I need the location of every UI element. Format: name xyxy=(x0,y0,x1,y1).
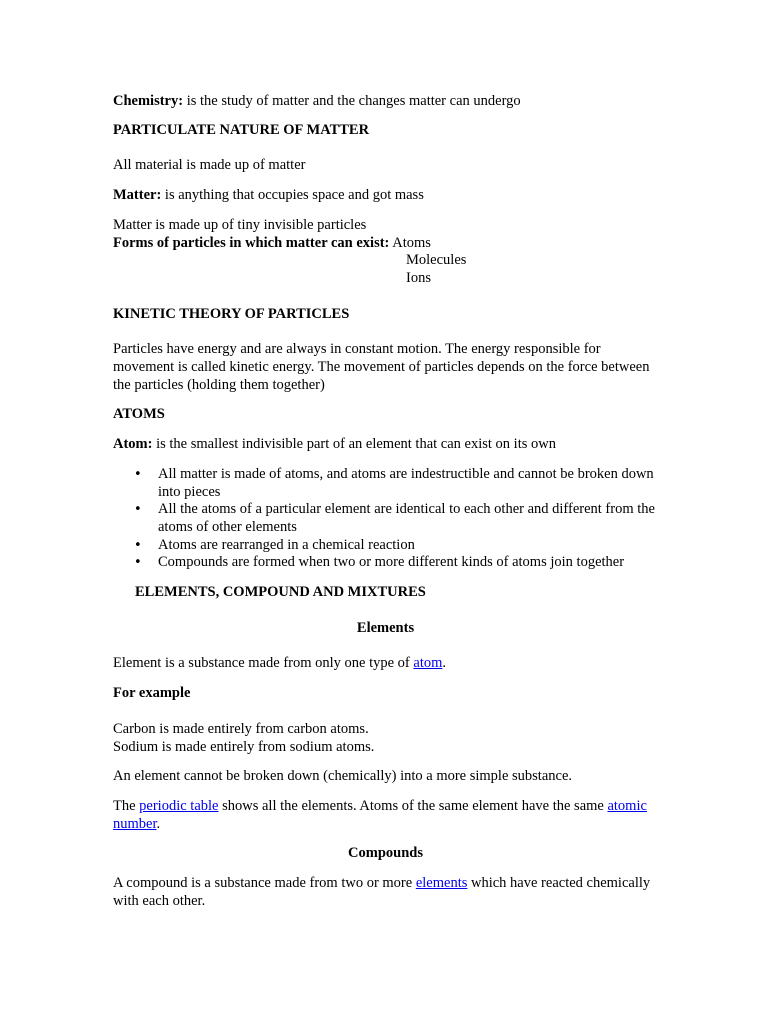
list-item: • Compounds are formed when two or more different kinds of atoms join together xyxy=(158,554,658,572)
elements-heading-text: Elements xyxy=(356,619,415,636)
matter-definition xyxy=(113,187,658,205)
atom-link[interactable]: atom xyxy=(413,655,443,672)
elements-heading xyxy=(113,620,658,638)
element-def-end: . xyxy=(442,655,447,672)
atom-definition xyxy=(113,436,658,454)
example-sodium: Sodium is made entirely from sodium atoms. xyxy=(113,738,375,755)
kinetic-heading-text: KINETIC THEORY OF PARTICLES xyxy=(113,305,350,322)
form-atoms: Atoms xyxy=(392,234,431,251)
chemistry-term: Chemistry: xyxy=(113,93,184,109)
element-cannot-break: An element cannot be broken down (chemically) into a more simple substance. xyxy=(113,768,573,785)
document-page xyxy=(113,93,658,911)
for-example-heading xyxy=(113,685,658,703)
compound-definition xyxy=(113,875,658,910)
atom-term: Atom: xyxy=(113,436,153,453)
matter-def-text: is anything that occupies space and got mass xyxy=(161,187,424,204)
periodic-pre-text: The xyxy=(113,797,140,814)
periodic-table-paragraph xyxy=(113,798,658,833)
ecm-heading-text: ELEMENTS, COMPOUND AND MIXTURES xyxy=(135,584,426,601)
particulate-heading-text: PARTICULATE NATURE OF MATTER xyxy=(113,121,370,138)
periodic-mid-text: shows all the elements. Atoms of the same element have the same xyxy=(218,797,608,814)
form-ions: Ions xyxy=(406,269,431,286)
element-def-text: Element is a substance made from only one type of xyxy=(113,655,414,672)
kinetic-heading xyxy=(113,306,658,324)
particles-line: Matter is made up of tiny invisible particles xyxy=(113,216,367,233)
compound-pre-text: A compound is a substance made from two or more xyxy=(113,875,416,892)
atoms-heading-text: ATOMS xyxy=(113,406,165,423)
elements-link[interactable]: elements xyxy=(415,875,468,892)
matter-term: Matter: xyxy=(113,187,162,204)
ecm-heading xyxy=(135,584,658,602)
compounds-heading xyxy=(113,845,658,863)
forms-label: Forms of particles in which matter can exist: xyxy=(113,234,390,251)
list-item: • Atoms are rearranged in a chemical reaction xyxy=(158,537,658,555)
particulate-heading xyxy=(113,122,658,140)
list-item: • All the atoms of a particular element are identical to each other and different from the atoms of other elements xyxy=(158,501,658,536)
chemistry-definition xyxy=(113,93,658,111)
atoms-heading xyxy=(113,406,658,424)
compounds-heading-text: Compounds xyxy=(348,845,423,862)
form-molecules: Molecules xyxy=(406,252,467,269)
example-carbon: Carbon is made entirely from carbon atoms. xyxy=(113,720,369,737)
periodic-end: . xyxy=(156,815,161,832)
material-line: All material is made up of matter xyxy=(113,157,306,174)
forms-of-particles xyxy=(113,235,658,253)
compound-post-text: which have reacted chemically with each other. xyxy=(113,875,651,909)
periodic-table-link[interactable]: periodic table xyxy=(139,797,219,814)
chemistry-def-text: is the study of matter and the changes matter can undergo xyxy=(183,93,521,109)
list-item: • All matter is made of atoms, and atoms are indestructible and cannot be broken down into pieces xyxy=(158,466,658,501)
for-example-text: For example xyxy=(113,685,191,702)
atom-bullet-list xyxy=(113,466,658,572)
kinetic-paragraph: Particles have energy and are always in constant motion. The energy responsible for movement is called kinetic energy. The movement of particles depends on the force between the particles (holding them together) xyxy=(113,341,650,393)
atomic-number-link[interactable]: atomic number xyxy=(113,797,647,832)
element-definition xyxy=(113,655,658,673)
atom-def-text: is the smallest indivisible part of an element that can exist on its own xyxy=(152,436,556,453)
